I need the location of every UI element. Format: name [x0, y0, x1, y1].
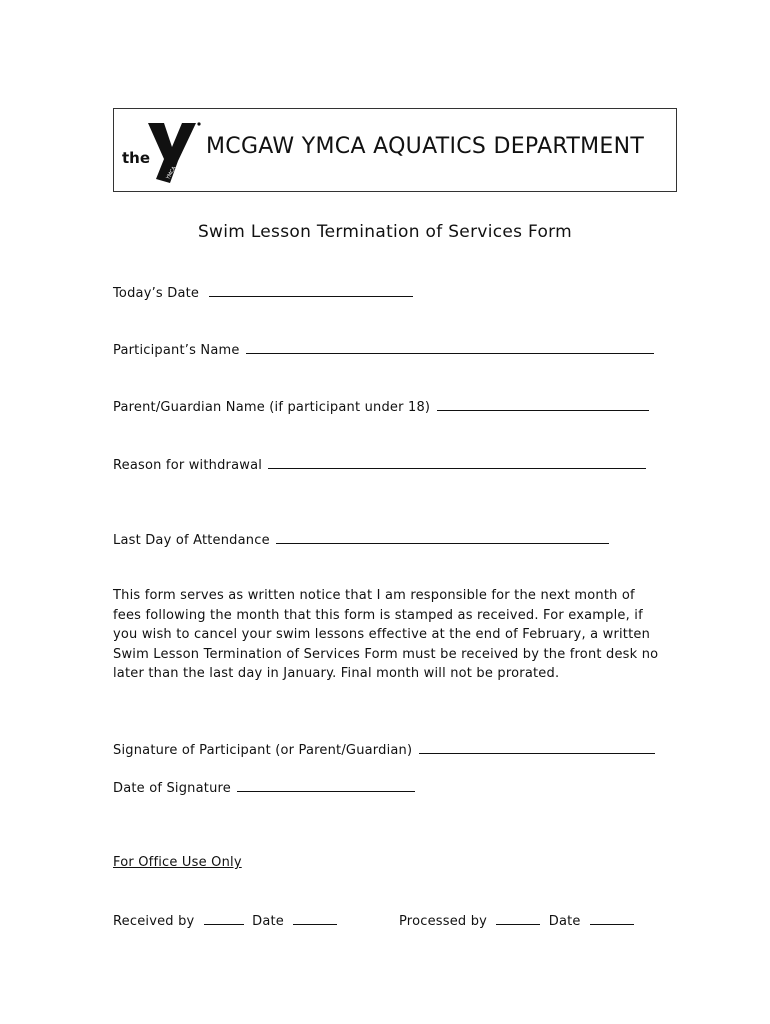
office-use-heading: For Office Use Only [113, 855, 242, 870]
received-date-field[interactable] [293, 912, 337, 925]
signature-field[interactable] [419, 741, 655, 754]
last-day-row [113, 531, 609, 548]
department-title: MCGAW YMCA AQUATICS DEPARTMENT [206, 134, 645, 159]
todays-date-field[interactable] [209, 284, 413, 297]
last-day-label: Last Day of Attendance [113, 533, 270, 548]
signature-row [113, 741, 655, 758]
guardian-name-field[interactable] [437, 398, 649, 411]
received-row [113, 912, 337, 929]
participant-name-field[interactable] [246, 341, 654, 354]
signature-date-row [113, 779, 415, 796]
participant-name-row [113, 341, 654, 358]
form-title: Swim Lesson Termination of Services Form [197, 222, 573, 242]
processed-by-field[interactable] [496, 912, 540, 925]
signature-date-field[interactable] [237, 779, 415, 792]
processed-date-field[interactable] [590, 912, 634, 925]
processed-row [399, 912, 634, 929]
reason-field[interactable] [268, 456, 646, 469]
signature-date-label: Date of Signature [113, 781, 231, 796]
todays-date-label: Today’s Date [113, 286, 200, 301]
todays-date-row [113, 284, 413, 301]
header-box [113, 108, 677, 192]
notice-paragraph: This form serves as written notice that I am responsible for the next month of fees following the month that this form is stamped as received. For example, if you wish to cancel your swim lessons effective at the end of February, a written Swim Lesson Termination of Services Form must be received by the front desk no later than the last day in January. Final month will not be prorated. [113, 588, 659, 681]
received-by-label: Received by [113, 914, 195, 929]
guardian-name-label: Parent/Guardian Name (if participant under 18) [113, 400, 431, 415]
received-date-label: Date [252, 914, 284, 929]
processed-by-label: Processed by [399, 914, 488, 929]
signature-label: Signature of Participant (or Parent/Guardian) [113, 743, 413, 758]
ymca-logo [120, 117, 204, 187]
last-day-field[interactable] [276, 531, 609, 544]
processed-date-label: Date [548, 914, 581, 929]
guardian-name-row [113, 398, 649, 415]
reason-row [113, 456, 646, 473]
logo-word: the [122, 149, 151, 167]
logo-small-text: YMCA [165, 165, 178, 181]
received-by-field[interactable] [204, 912, 244, 925]
reason-label: Reason for withdrawal [113, 458, 263, 473]
participant-name-label: Participant’s Name [113, 343, 240, 358]
